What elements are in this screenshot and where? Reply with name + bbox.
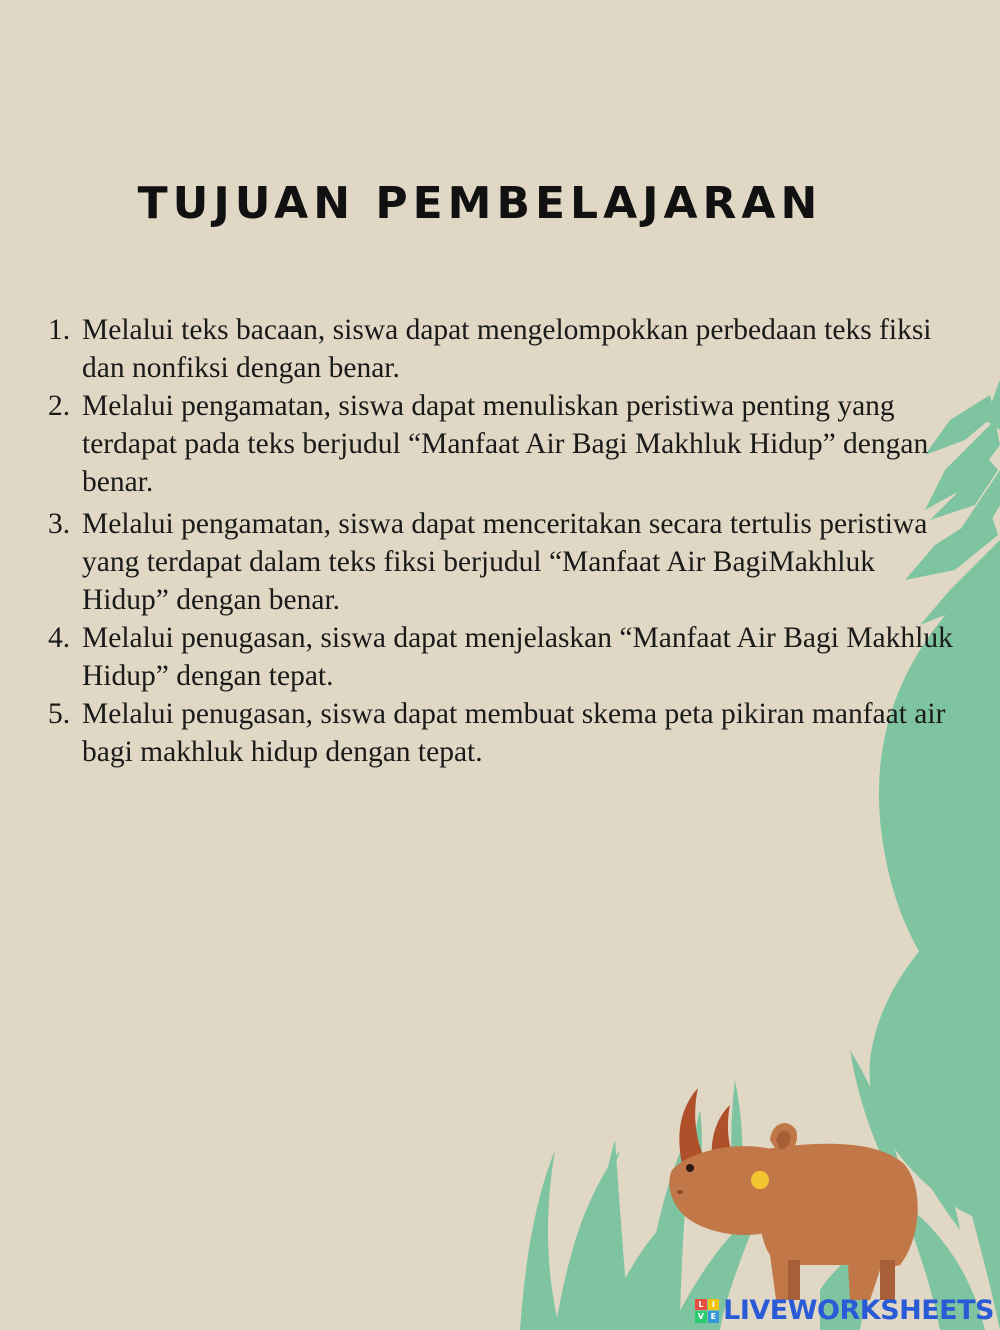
list-item-text: Melalui pengamatan, siswa dapat menceritakan secara tertulis peristiwa yang terdapat dalam teks fiksi berjudul “Manfaat Air BagiMakhluk Hidup” dengan benar. xyxy=(82,508,928,616)
list-item xyxy=(48,387,958,501)
list-item xyxy=(48,619,958,695)
list-item-number: 4. xyxy=(48,622,71,654)
list-item-number: 3. xyxy=(48,508,71,540)
liveworksheets-watermark[interactable] xyxy=(695,1295,994,1326)
page-title: TUJUAN PEMBELAJARAN xyxy=(137,178,823,229)
list-item-text: Melalui penugasan, siswa dapat membuat skema peta pikiran manfaat air bagi makhluk hidup dengan tepat. xyxy=(82,698,946,768)
list-item-text: Melalui pengamatan, siswa dapat menuliskan peristiwa penting yang terdapat pada teks berjudul “Manfaat Air Bagi Makhluk Hidup” dengan benar. xyxy=(82,390,929,498)
list-item-text: Melalui teks bacaan, siswa dapat mengelompokkan perbedaan teks fiksi dan nonfiksi dengan benar. xyxy=(82,314,932,384)
list-item-number: 2. xyxy=(48,390,71,422)
list-item-number: 5. xyxy=(48,698,71,730)
liveworksheets-logo-icon xyxy=(695,1299,719,1323)
list-item xyxy=(48,505,958,619)
objectives-list xyxy=(48,311,958,771)
list-item xyxy=(48,695,958,771)
list-item xyxy=(48,311,958,387)
logo-letter: I xyxy=(708,1299,720,1311)
list-item-number: 1. xyxy=(48,314,71,346)
logo-letter: L xyxy=(695,1299,707,1311)
logo-letter: E xyxy=(708,1311,720,1323)
watermark-text: LIVEWORKSHEETS xyxy=(723,1295,994,1326)
list-item-text: Melalui penugasan, siswa dapat menjelaskan “Manfaat Air Bagi Makhluk Hidup” dengan tepat. xyxy=(82,622,953,692)
logo-letter: V xyxy=(695,1311,707,1323)
